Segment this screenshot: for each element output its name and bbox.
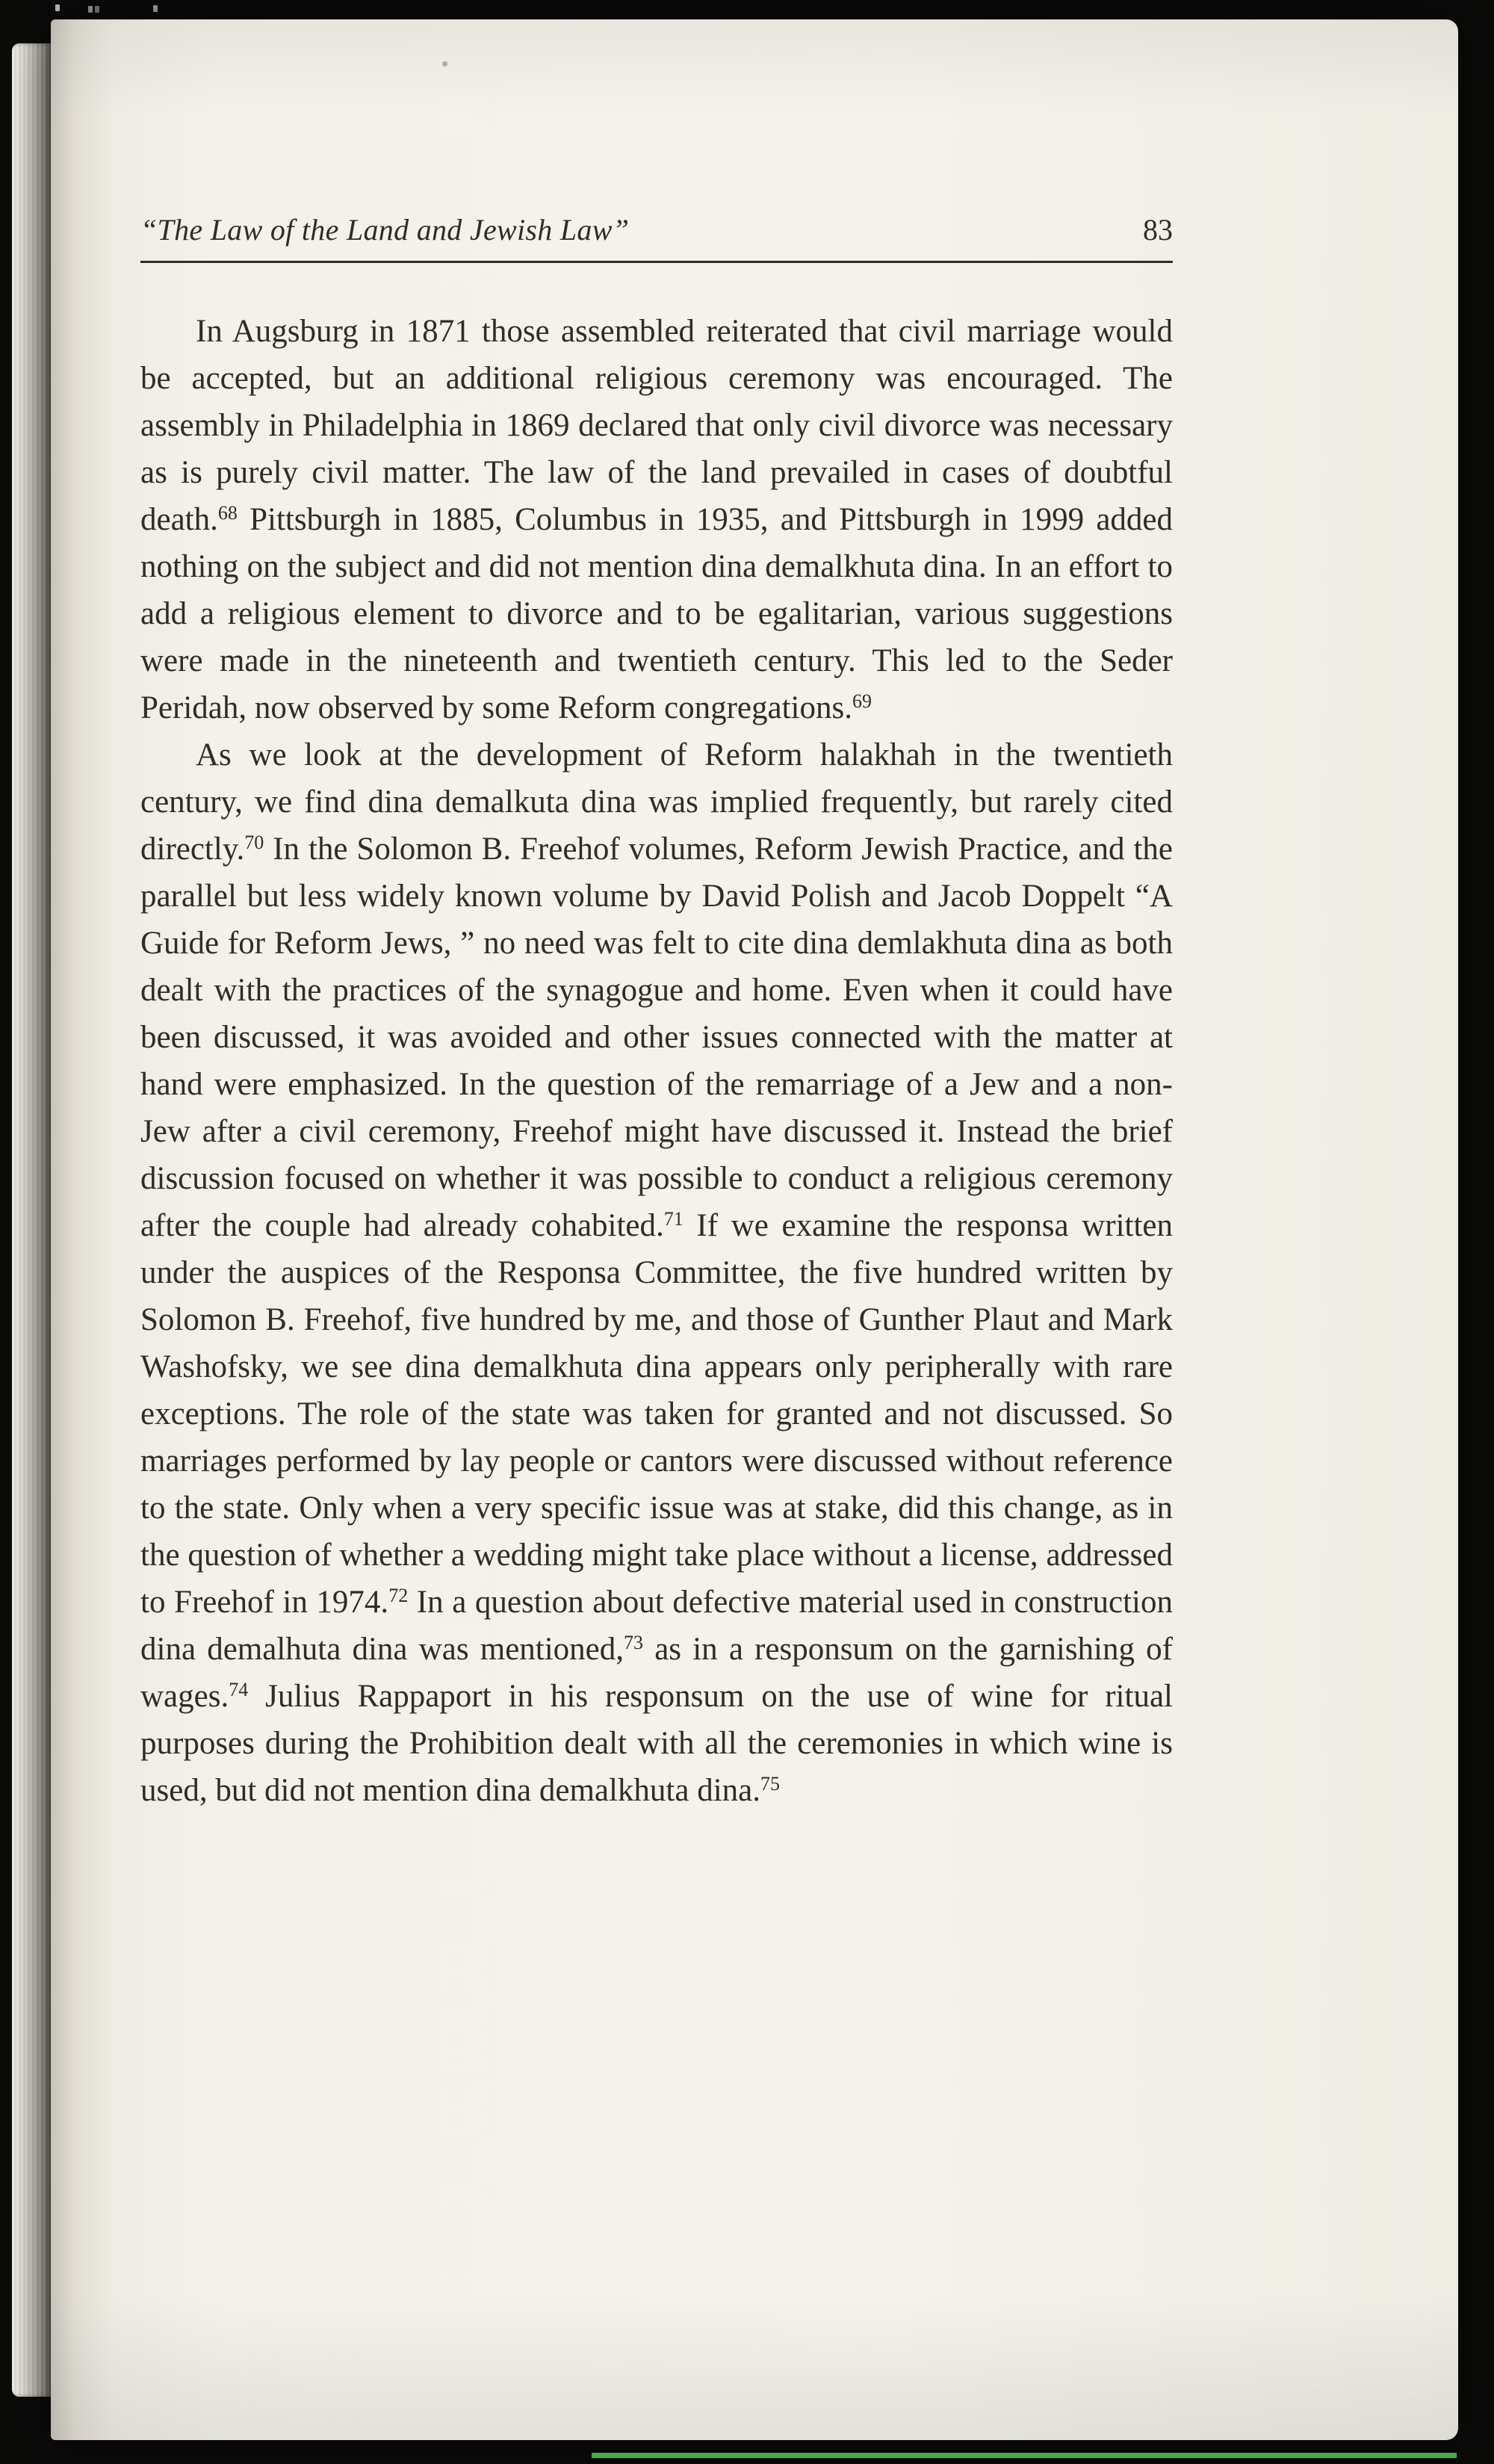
running-header <box>140 212 1173 263</box>
paragraph: In Augsburg in 1871 those assembled reiterated that civil marriage would be accepted, but an additional religious ceremony was encouraged. The assembly in Philadelphia in 1869 declared that only civil divorce was necessary as is purely civil matter. The law of the land prevailed in cases of doubtful death.$^{68}$ Pittsburgh in 1885, Columbus in 1935, and Pittsburgh in 1999 added nothing on the subject and did not mention dina demalkhuta dina. In an effort to add a religious element to divorce and to be egalitarian, various suggestions were made in the nineteenth and twentieth century. This led to the Seder Peridah, now observed by some Reform congregations.$^{69}$ <box>140 314 1173 725</box>
footnote-ref: 75 <box>760 1773 780 1795</box>
footnote-ref: 72 <box>388 1585 409 1606</box>
film-edge-marks <box>55 4 60 11</box>
footnote-ref: 69 <box>852 690 872 712</box>
footnote-ref: 71 <box>663 1208 684 1230</box>
book-page <box>51 19 1458 2440</box>
running-title: “The Law of the Land and Jewish Law” <box>140 213 630 247</box>
body-text <box>140 308 1173 1814</box>
footnote-ref: 74 <box>229 1679 249 1700</box>
page-number: 83 <box>1143 213 1173 247</box>
paragraph: As we look at the development of Reform halakhah in the twentieth century, we find dina demalkuta dina was implied frequently, but rarely cited directly.$^{70}$ In the Solomon B. Freehof volumes, Reform Jewish Practice, and the parallel but less widely known volume by David Polish and Jacob Doppelt “A Guide for Reform Jews, ” no need was felt to cite dina demlakhuta dina as both dealt with the practices of the synagogue and home. Even when it could have been discussed, it was avoided and other issues connected with the matter at hand were emphasized. In the question of the remarriage of a Jew and a non-Jew after a civil ceremony, Freehof might have discussed it. Instead the brief discussion focused on whether it was possible to conduct a religious ceremony after the couple had already cohabited.$^{71}$ If we examine the responsa written under the auspices of the Responsa Committee, the five hundred written by Solomon B. Freehof, five hundred by me, and those of Gunther Plaut and Mark Washofsky, we see dina demalkhuta dina appears only peripherally with rare exceptions. The role of the state was taken for granted and not discussed. So marriages performed by lay people or cantors were discussed without reference to the state. Only when a very specific issue was at stake, did this change, as in the question of whether a wedding might take place without a license, addressed to Freehof in 1974.72 In a question about defective material used in construction dina demalhuta dina was mentioned,$^{73}$ as in a responsum on the garnishing of wages.$^{74}$ Julius Rappaport in his responsum on the use of wine for ritual purposes during the Prohibition dealt with all the ceremonies in which wine is used, but did not mention dina demalkhuta dina.$^{75}$ <box>140 737 1173 1808</box>
footnote-ref: 68 <box>217 502 238 524</box>
page-edges <box>12 43 52 2397</box>
footnote-ref: 70 <box>244 832 264 853</box>
scanner-edge-line <box>592 2453 1457 2458</box>
footnote-ref: 73 <box>624 1632 644 1653</box>
page-blemish <box>442 61 447 66</box>
